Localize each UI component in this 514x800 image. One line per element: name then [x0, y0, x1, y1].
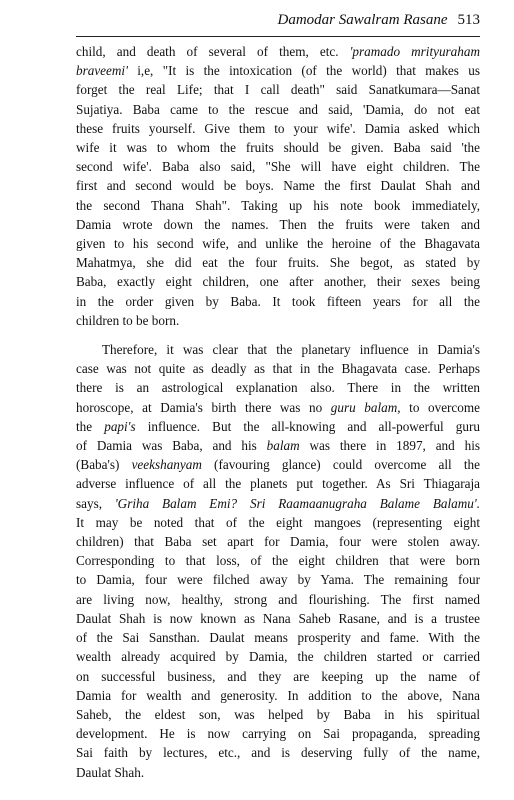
text-line — [76, 359, 480, 378]
text-run: child, and death of several of them, etc. — [76, 44, 350, 59]
text-line — [76, 100, 480, 119]
text-line — [76, 119, 480, 138]
text-line — [76, 234, 480, 253]
italic-run: 'Griha Balam Emi? Sri Raamaanugraha Balame Balamu'. — [114, 495, 480, 511]
text-run: adverse influence of all the planets put together. As Sri Thiagaraja — [76, 476, 480, 492]
text-line — [76, 705, 480, 724]
text-run: of Damia was Baba, and his — [76, 438, 267, 454]
text-run: wealth already acquired by Damia, the children started or carried — [76, 649, 480, 665]
text-line — [76, 686, 480, 705]
text-line — [76, 494, 480, 513]
italic-run: papi's — [104, 418, 136, 434]
text-run: second wife'. Baba also said, "She will have eight children. The — [76, 159, 480, 175]
text-line — [76, 551, 480, 570]
page-body — [76, 42, 480, 782]
italic-run: braveemi' — [76, 63, 128, 79]
text-run: the — [76, 418, 105, 434]
text-run: the second Thana Shah". Taking up his note book immediately, — [76, 197, 480, 213]
text-line — [76, 61, 480, 80]
text-run: It may be noted that of the eight mangoes (representing eight — [76, 514, 480, 530]
text-line — [76, 628, 480, 647]
italic-run: 'pramado mrityuraham — [349, 44, 480, 59]
text-run: Damia for wealth and generosity. In addition to the above, Nana — [76, 687, 480, 703]
text-line — [76, 647, 480, 666]
text-run: Therefore, it was clear that the planetary influence in Damia's — [102, 342, 480, 358]
text-line — [76, 378, 480, 397]
text-line — [76, 590, 480, 609]
text-run: are living now, healthy, strong and flourishing. The first named — [76, 591, 480, 607]
text-run: Mahatmya, she did eat the four fruits. She begot, as stated by — [76, 255, 480, 271]
text-line — [76, 513, 480, 532]
text-run: given to his second wife, and unlike the heroine of the Bhagavata — [76, 236, 480, 252]
italic-run: guru balam, — [330, 399, 401, 415]
text-run: i,e, "It is the intoxication (of the world) that makes us — [127, 63, 480, 79]
text-run: in the order given by Baba. It took fifteen years for all the — [76, 293, 480, 309]
text-line — [76, 570, 480, 589]
text-run: to Damia, four were filched away by Yama. The remaining four — [76, 572, 480, 588]
text-run: (favouring glance) could overcome all the — [201, 457, 481, 473]
text-line — [76, 474, 480, 493]
text-run: Damia wrote down the names. Then the fruits were taken and — [76, 216, 480, 232]
text-run: Sujatiya. Baba came to the rescue and said, 'Damia, do not eat — [76, 101, 480, 117]
text-line — [76, 215, 480, 234]
running-title: Damodar Sawalram Rasane — [277, 12, 448, 28]
text-run: was there in 1897, and his — [299, 438, 480, 454]
text-line — [76, 272, 480, 291]
text-run: there is an astrological explanation also. There in the written — [76, 380, 480, 396]
text-run: says, — [76, 495, 115, 511]
text-line — [76, 455, 480, 474]
text-line — [76, 743, 480, 762]
text-run: children) that Baba set apart for Damia, four were stolen away. — [76, 534, 480, 550]
text-line — [76, 417, 480, 436]
text-run: Saheb, the eldest son, was helped by Baba in his spiritual — [76, 706, 480, 722]
text-run: forget the real Life; that I call death" said Sanatkumara—Sanat — [76, 82, 480, 98]
page-number: 513 — [457, 12, 480, 28]
text-run: to overcome — [400, 399, 480, 415]
text-run: children to be born. — [76, 312, 180, 328]
text-line — [76, 763, 480, 782]
italic-run: balam — [266, 438, 300, 454]
text-line — [76, 398, 480, 417]
text-line — [76, 80, 480, 99]
text-line — [76, 253, 480, 272]
text-line — [76, 196, 480, 215]
text-line — [76, 42, 480, 61]
running-header — [76, 12, 480, 37]
text-run: case was not quite as deadly as that in the Bhagavata case. Perhaps — [76, 361, 480, 377]
text-line — [76, 667, 480, 686]
text-run: Sai faith by lectures, etc., and is deserving fully of the name, — [76, 745, 480, 761]
text-run: first and second would be boys. Name the first Daulat Shah and — [76, 178, 480, 194]
text-run: wife it was to whom the fruits should be given. Baba said 'the — [76, 140, 480, 156]
text-line — [76, 609, 480, 628]
text-run: Corresponding to that loss, of the eight children that were born — [76, 553, 480, 569]
text-line — [76, 176, 480, 195]
text-run: these fruits yourself. Give them to your wife'. Damia asked which — [76, 120, 480, 136]
text-line — [76, 340, 480, 359]
text-line — [76, 724, 480, 743]
text-run: on successful business, and they are keeping up the name of — [76, 668, 480, 684]
text-line — [76, 157, 480, 176]
paragraph-2 — [76, 340, 480, 782]
text-run: Baba, exactly eight children, one after another, their sexes being — [76, 274, 480, 290]
italic-run: veekshanyam — [131, 457, 202, 473]
text-run: horoscope, at Damia's birth there was no — [76, 399, 331, 415]
paragraph-1 — [76, 42, 480, 330]
text-run: Daulat Shah. — [76, 764, 145, 780]
text-run: development. He is now carrying on Sai propaganda, spreading — [76, 726, 480, 742]
text-run: of the Sai Sansthan. Daulat means prosperity and fame. With the — [76, 630, 480, 646]
text-run: (Baba's) — [76, 457, 132, 473]
text-line — [76, 292, 480, 311]
text-line — [76, 436, 480, 455]
text-run: Daulat Shah is now known as Nana Saheb Rasane, and is a trustee — [76, 610, 480, 626]
text-line — [76, 138, 480, 157]
text-run: influence. But the all-knowing and all-powerful guru — [135, 418, 480, 434]
text-line — [76, 311, 480, 330]
text-line — [76, 532, 480, 551]
